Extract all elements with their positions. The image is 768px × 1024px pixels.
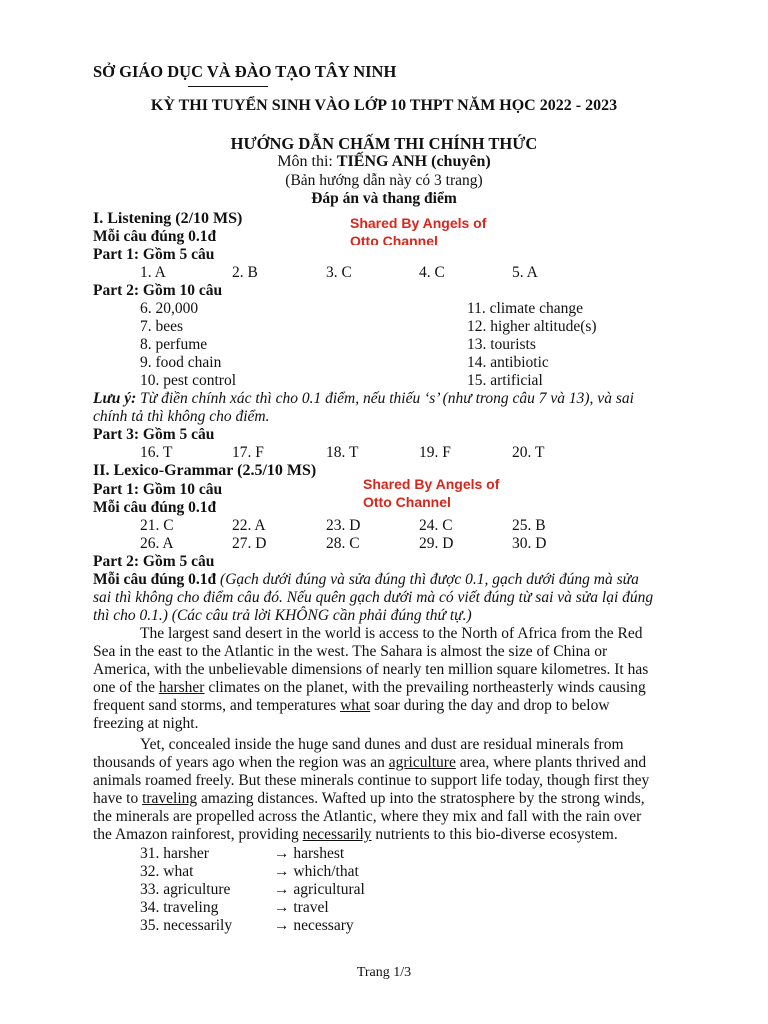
document-title: HƯỚNG DẪN CHẤM THI CHÍNH THỨC — [230, 134, 538, 153]
answer-item: 22. A — [232, 517, 266, 534]
answer-item: 8. perfume — [140, 336, 208, 353]
correction-wrong: 32. what — [140, 863, 194, 880]
text: have to — [93, 790, 143, 807]
correction-right: → which/that — [274, 863, 359, 880]
watermark-line2: Otto Channel — [350, 233, 438, 245]
answer-item: 14. antibiotic — [467, 354, 549, 371]
correction-right: → agricultural — [274, 881, 365, 898]
rule-note-line2: sai thì không cho điểm câu đó. Nếu quên gạch dưới mà có viết đúng từ sai và sửa lại đúng — [93, 589, 654, 606]
passage-line — [93, 697, 610, 715]
passage-line — [93, 679, 646, 697]
text: the Amazon rainforest, providing — [93, 826, 303, 843]
listening-part3-heading: Part 3: Gồm 5 câu — [93, 426, 215, 443]
correction-right: → necessary — [274, 917, 354, 934]
answer-item: 3. C — [326, 264, 352, 281]
department-name: SỞ GIÁO DỤC VÀ ĐÀO TẠO TÂY NINH — [93, 62, 397, 81]
text: one of the — [93, 679, 159, 696]
text: soar during the day and drop to below — [370, 697, 610, 714]
answer-item: 10. pest control — [140, 372, 236, 389]
answer-item: 20. T — [512, 444, 545, 461]
answer-item: 16. T — [140, 444, 173, 461]
answer-item: 2. B — [232, 264, 258, 281]
rule-note: (Gạch dưới đúng và sửa đúng thì được 0.1, gạch dưới đúng mà sửa — [216, 571, 639, 588]
underlined-error: agriculture — [388, 754, 456, 771]
passage-line: Yet, concealed inside the huge sand dunes and dust are residual minerals from — [140, 736, 624, 753]
answer-item: 18. T — [326, 444, 359, 461]
listening-part2-heading: Part 2: Gồm 10 câu — [93, 282, 223, 299]
watermark-line1: Shared By Angels of — [350, 215, 487, 231]
answer-item: 21. C — [140, 517, 174, 534]
note-text: Từ điền chính xác thì cho 0.1 điểm, nếu thiếu ‘s’ (như trong câu 7 và 13), và sai — [136, 390, 634, 407]
answer-item: 19. F — [419, 444, 451, 461]
score-rule: Mỗi câu đúng 0.1đ — [93, 571, 217, 588]
answer-item: 24. C — [419, 517, 453, 534]
subject-line — [0, 153, 768, 171]
answer-item: 26. A — [140, 535, 174, 552]
answer-item: 28. C — [326, 535, 360, 552]
text: area, where plants thrived and — [455, 754, 647, 771]
listening-note — [93, 390, 705, 408]
answer-item: 11. climate change — [467, 300, 584, 317]
exam-title: KỲ THI TUYỂN SINH VÀO LỚP 10 THPT NĂM HỌC 2022 - 2023 — [150, 97, 618, 114]
answer-item: 15. artificial — [467, 372, 543, 389]
grammar-part1-heading: Part 1: Gồm 10 câu — [93, 481, 223, 498]
answer-item: 23. D — [326, 517, 361, 534]
answer-item: 12. higher altitude(s) — [467, 318, 597, 335]
answer-item: 7. bees — [140, 318, 184, 335]
answer-item: 30. D — [512, 535, 547, 552]
passage-line: America, with the unbelievable dimensions of nearly ten million square kilometres. It has — [93, 661, 649, 678]
correction-right: → travel — [274, 899, 329, 916]
subject-prefix: Môn thi: — [277, 153, 337, 170]
correction-wrong: 35. necessarily — [140, 917, 233, 934]
answer-key-heading: Đáp án và thang điểm — [311, 190, 457, 207]
watermark-line2: Otto Channel — [363, 494, 451, 510]
note-label: Lưu ý: — [93, 390, 137, 407]
passage-line: The largest sand desert in the world is access to the North of Africa from the Red — [140, 625, 643, 642]
grammar-part2-heading: Part 2: Gồm 5 câu — [93, 553, 215, 570]
answer-item: 6. 20,000 — [140, 300, 199, 317]
correction-wrong: 33. agriculture — [140, 881, 231, 898]
answer-item: 4. C — [419, 264, 445, 281]
passage-line — [93, 790, 645, 808]
section-listening-heading: I. Listening (2/10 MS) — [93, 210, 243, 227]
underlined-error: necessarily — [302, 826, 372, 843]
listening-part1-heading: Part 1: Gồm 5 câu — [93, 246, 215, 263]
text: frequent sand storms, and temperatures — [93, 697, 341, 714]
underlined-error: harsher — [158, 679, 205, 696]
passage-line — [93, 754, 646, 772]
header-rule — [188, 86, 268, 87]
correction-wrong: 31. harsher — [140, 845, 209, 862]
subject-name: TIẾNG ANH (chuyên) — [336, 153, 491, 170]
answer-item: 1. A — [140, 264, 166, 281]
answer-item: 13. tourists — [467, 336, 536, 353]
passage-line — [93, 826, 618, 844]
text: amazing distances. Wafted up into the stratosphere by the strong winds, — [197, 790, 645, 807]
answer-item: 5. A — [512, 264, 538, 281]
listening-score-rule: Mỗi câu đúng 0.1đ — [93, 228, 217, 245]
text: nutrients to this bio-diverse ecosystem. — [371, 826, 618, 843]
listening-note-line2: chính tả thì không cho điểm. — [93, 408, 270, 425]
section-lexico-grammar-heading: II. Lexico-Grammar (2.5/10 MS) — [93, 462, 317, 479]
watermark-line1: Shared By Angels of — [363, 476, 500, 492]
underlined-error: what — [340, 697, 371, 714]
passage-line: animals roamed freely. But these minerals continue to support life today, though first they — [93, 772, 650, 789]
passage-line: freezing at night. — [93, 715, 199, 732]
rule-note-line3: thì cho 0.1.) (Các câu trả lời KHÔNG cần phải đúng thứ tự.) — [93, 607, 472, 624]
text: climates on the planet, with the prevailing northeasterly winds causing — [204, 679, 646, 696]
text: thousands of years ago when the region was an — [93, 754, 389, 771]
page-count-note: (Bản hướng dẫn này có 3 trang) — [285, 172, 483, 189]
passage-line: the minerals are propelled across the Atlantic, where they mix and fall with the rain over — [93, 808, 642, 825]
answer-item: 17. F — [232, 444, 264, 461]
page-number: Trang 1/3 — [356, 965, 412, 980]
answer-item: 25. B — [512, 517, 546, 534]
underlined-error: traveling — [142, 790, 198, 807]
passage-line: Sea in the east to the Atlantic in the west. The Sahara is almost the size of China or — [93, 643, 608, 660]
answer-item: 27. D — [232, 535, 267, 552]
grammar-score-rule: Mỗi câu đúng 0.1đ — [93, 499, 217, 516]
answer-item: 29. D — [419, 535, 454, 552]
correction-right: → harshest — [274, 845, 345, 862]
correction-wrong: 34. traveling — [140, 899, 219, 916]
answer-item: 9. food chain — [140, 354, 222, 371]
grammar-part2-rule — [93, 571, 705, 589]
